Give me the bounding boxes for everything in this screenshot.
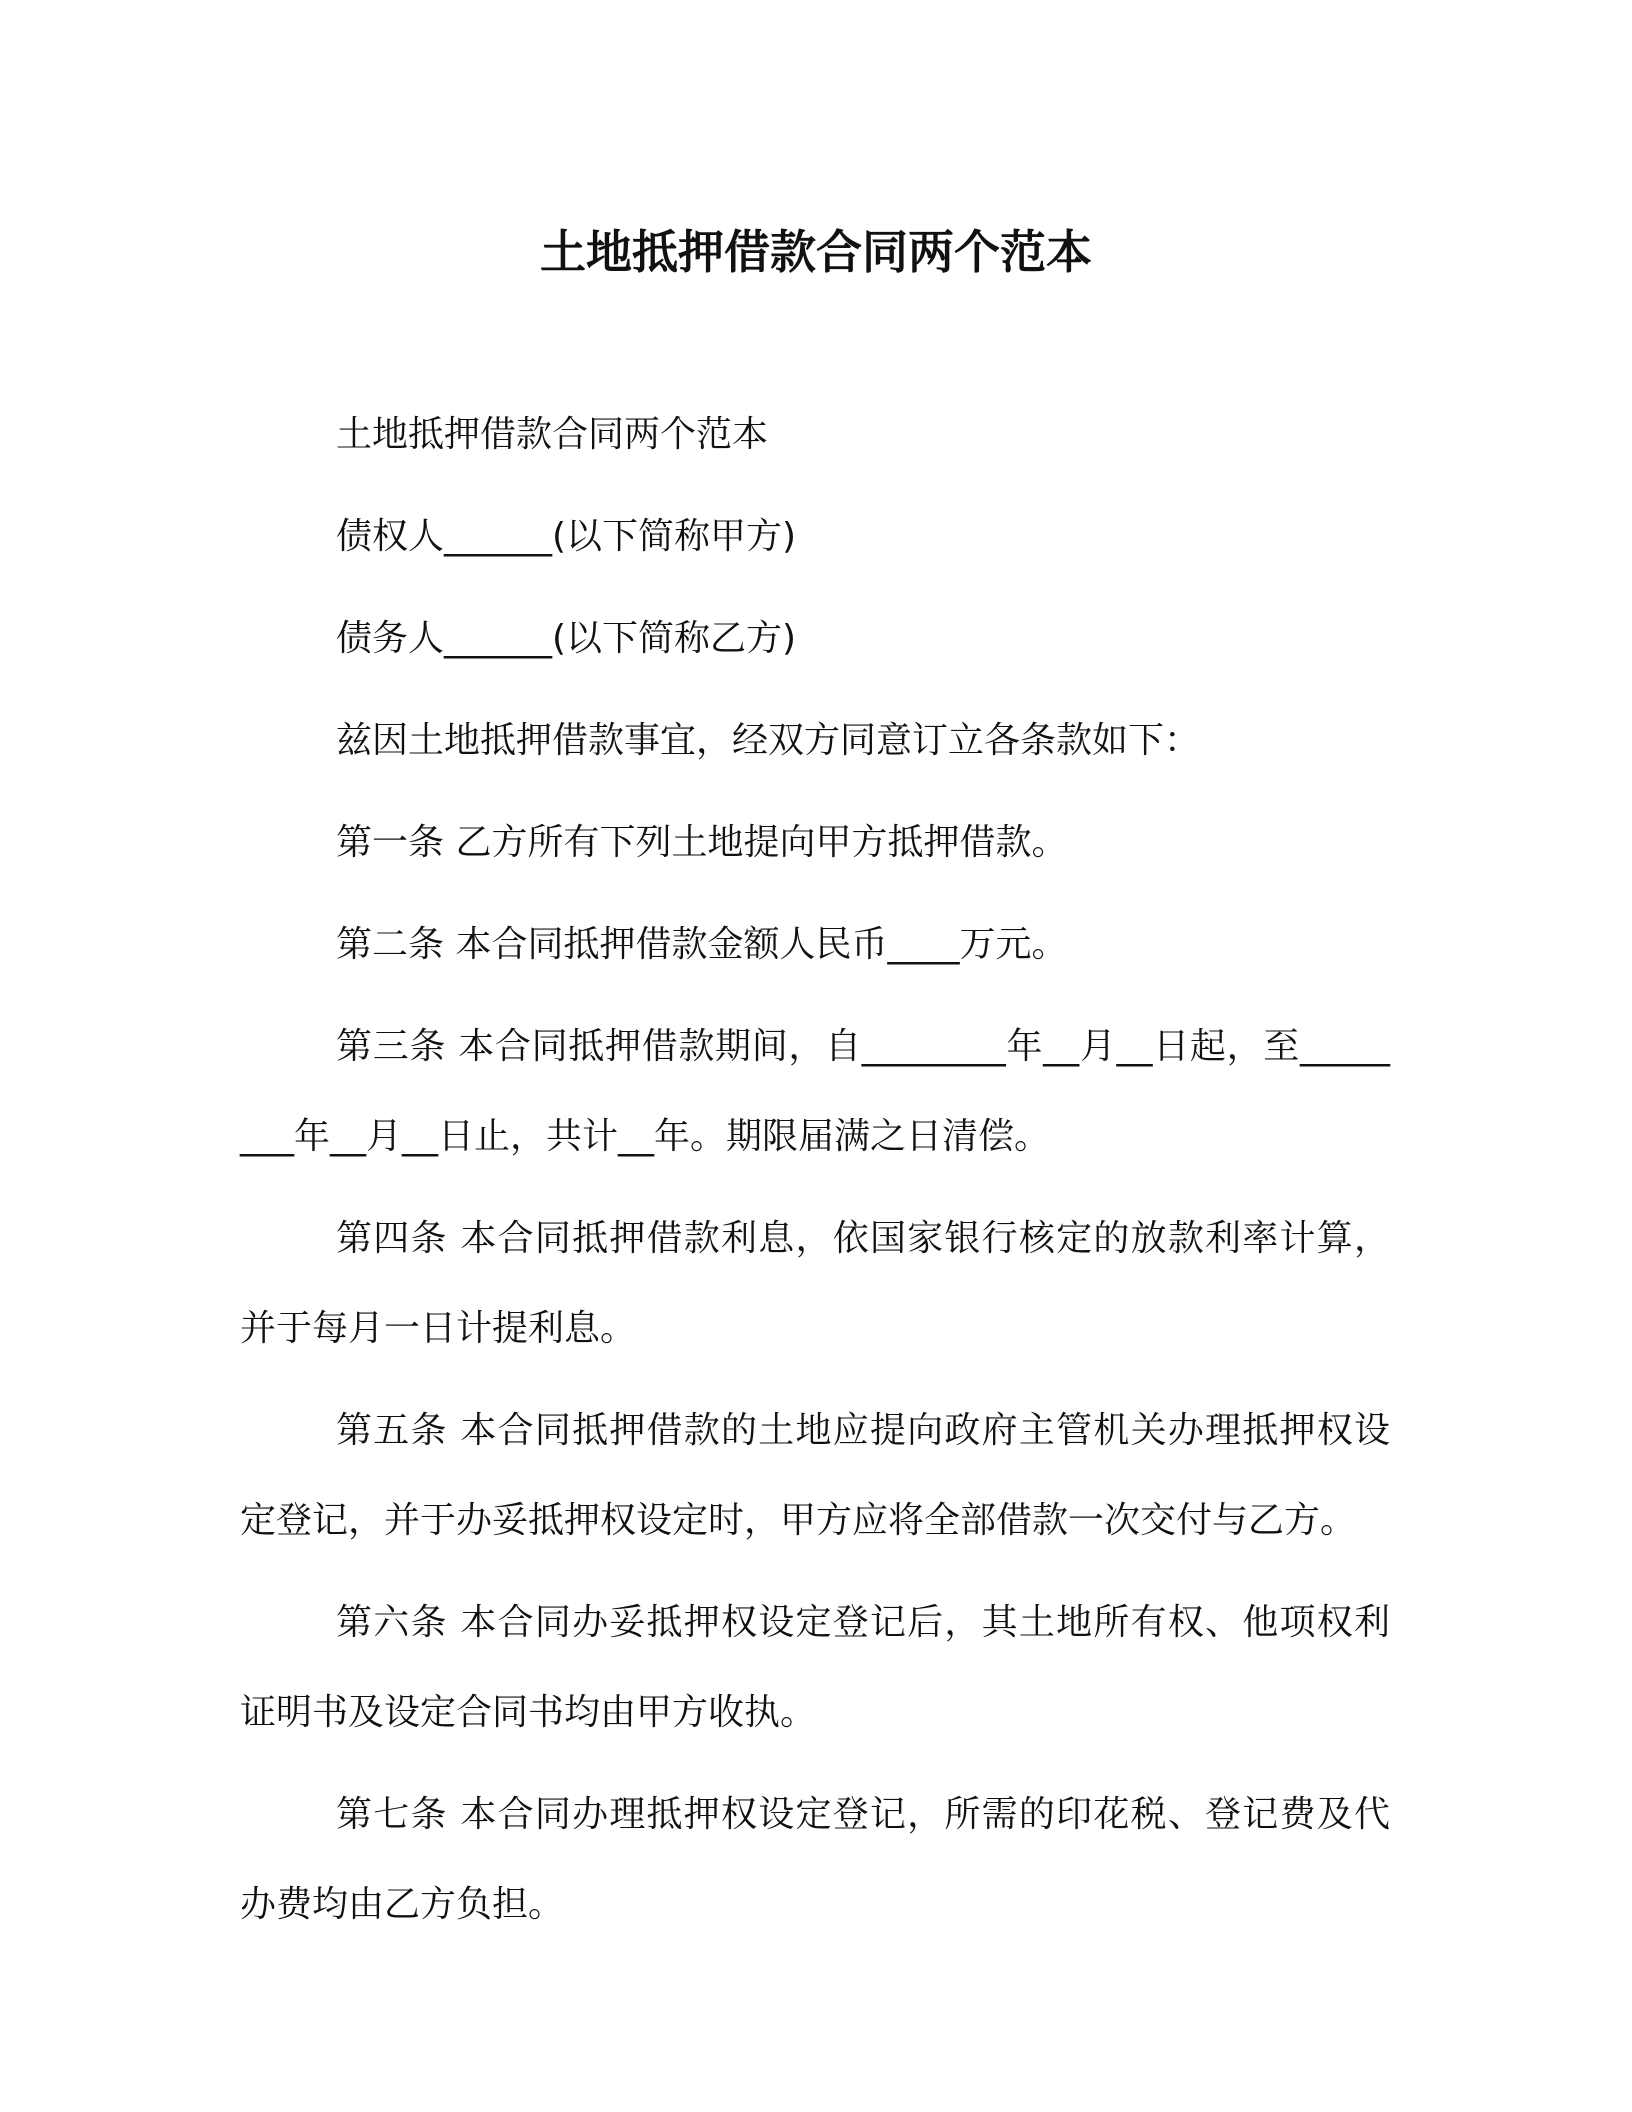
- paragraph-article-7: 第七条 本合同办理抵押权设定登记，所需的印花税、登记费及代办费均由乙方负担。: [240, 1794, 1390, 1925]
- paragraph-article-5: 第五条 本合同抵押借款的土地应提向政府主管机关办理抵押权设定登记，并于办妥抵押权设定时，甲方应将全部借款一次交付与乙方。: [240, 1410, 1390, 1541]
- paragraph-article-3: 第三条 本合同抵押借款期间，自________年__月__日起，至________年__月__日止，共计__年。期限届满之日清偿。: [240, 1026, 1390, 1157]
- paragraph-article-6: 第六条 本合同办妥抵押权设定登记后，其土地所有权、他项权利证明书及设定合同书均由甲方收执。: [240, 1602, 1390, 1733]
- paragraph-preamble: 兹因土地抵押借款事宜，经双方同意订立各条款如下：: [336, 720, 1201, 761]
- paragraph-article-1: 第一条 乙方所有下列土地提向甲方抵押借款。: [336, 822, 1068, 863]
- document-body: [240, 390, 1390, 1962]
- document-title: 土地抵押借款合同两个范本: [540, 225, 1092, 279]
- paragraph-article-2: 第二条 本合同抵押借款金额人民币____万元。: [336, 924, 1068, 965]
- paragraph-heading: 土地抵押借款合同两个范本: [336, 414, 769, 455]
- paragraph-debtor: 债务人______(以下简称乙方): [336, 618, 797, 659]
- paragraph-creditor: 债权人______(以下简称甲方): [336, 516, 797, 557]
- paragraph-article-4: 第四条 本合同抵押借款利息，依国家银行核定的放款利率计算，并于每月一日计提利息。: [240, 1218, 1390, 1349]
